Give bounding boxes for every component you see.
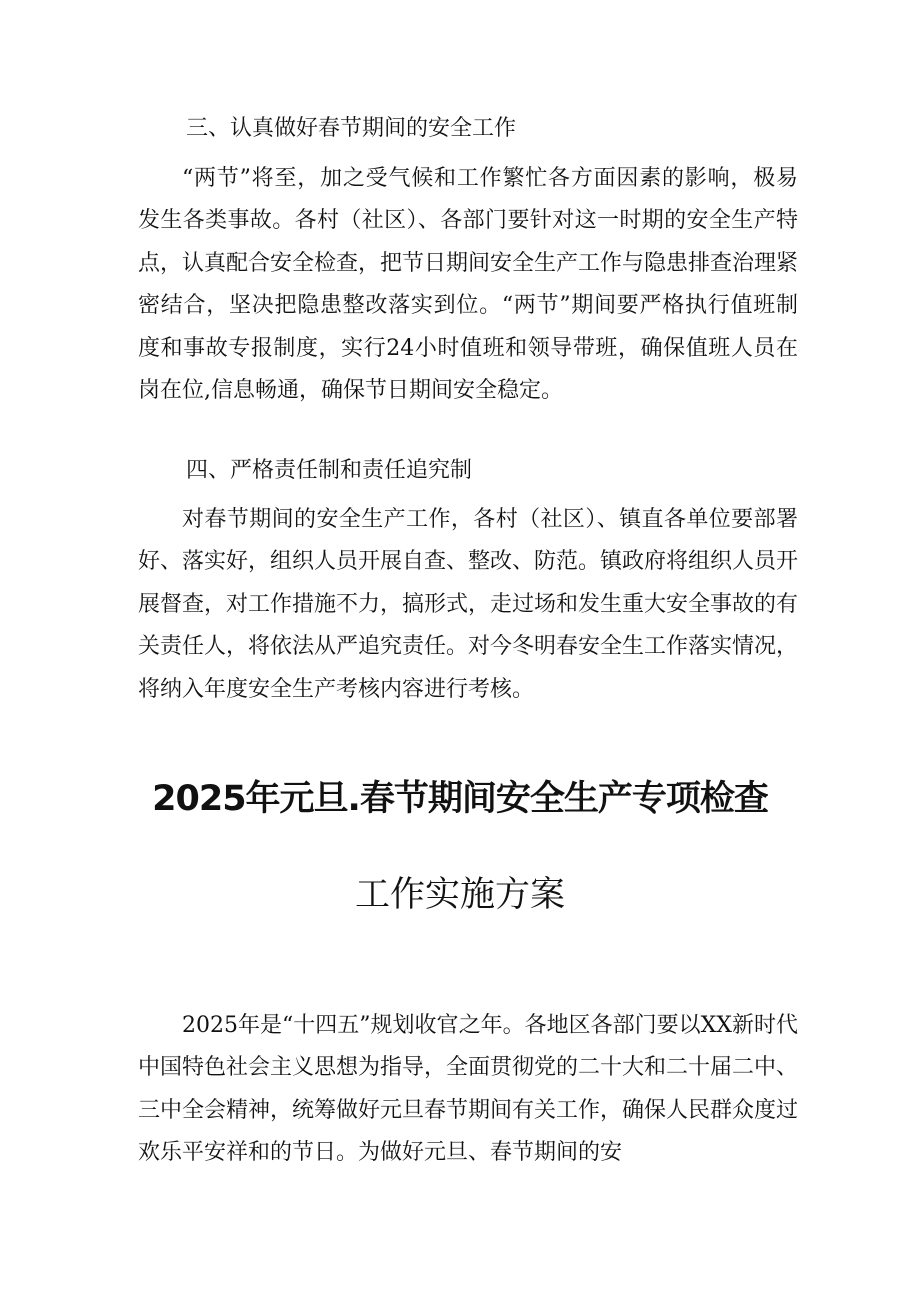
document-title-line-1: 2025年元旦.春节期间安全生产专项检查 [152,779,768,819]
intro-paragraph: 2025年是“十四五”规划收官之年。各地区各部门要以XX新时代中国特色社会主义思想为指导，全面贯彻党的二十大和二十届二中、三中全会精神，统筹做好元旦春节期间有关工作，确保人民群众度过欢乐平安祥和的节日。为做好元旦、春节期间的安 [138,1013,799,1166]
section-three-paragraph: “两节”将至，加之受气候和工作繁忙各方面因素的影响，极易发生各类事故。各村（社区）、各部门要针对这一时期的安全生产特点，认真配合安全检查，把节日期间安全生产工作与隐患排查治理紧密结合，坚决把隐患整改落实到位。“两节”期间要严格执行值班制度和事故专报制度，实行24小时值班和领导带班，确保值班人员在岗在位,信息畅通，确保节日期间安全稳定。 [138,166,799,404]
section-four-heading: 四、严格责任制和责任追究制 [186,458,473,483]
document-title-line-2: 工作实施方案 [354,875,565,915]
section-three-heading: 三、认真做好春节期间的安全工作 [186,116,517,141]
section-four-paragraph: 对春节期间的安全生产工作，各村（社区）、镇直各单位要部署好、落实好，组织人员开展自查、整改、防范。镇政府将组织人员开展督查，对工作措施不力，搞形式，走过场和发生重大安全事故的有关责任人，将依法从严追究责任。对今冬明春安全生工作落实情况，将纳入年度安全生产考核内容进行考核。 [138,507,799,702]
